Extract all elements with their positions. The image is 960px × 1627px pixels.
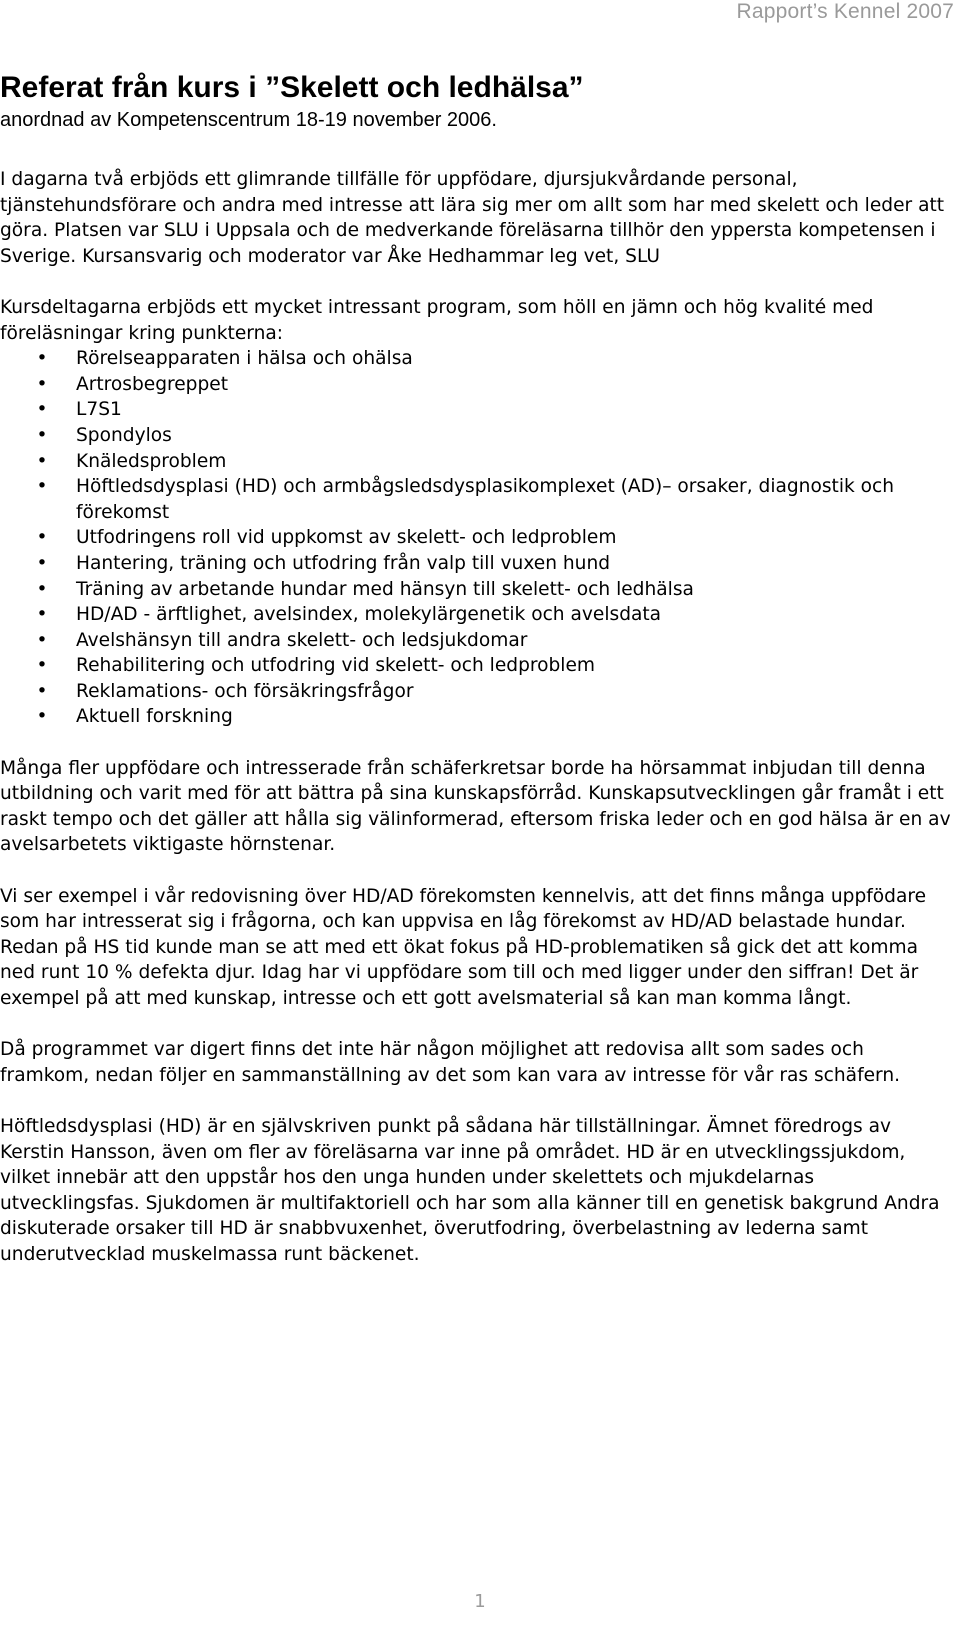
list-item <box>0 602 958 628</box>
list-item-text: Aktuell forskning <box>76 706 233 728</box>
list-item <box>0 525 958 551</box>
list-item <box>0 346 958 372</box>
list-item-text: Avelshänsyn till andra skelett- och ledsjukdomar <box>76 629 528 651</box>
program-intro-paragraph: Kursdeltagarna erbjöds ett mycket intressant program, som höll en jämn och hög kvalité med föreläsningar kring punkterna: <box>0 296 874 344</box>
bullet-icon: • <box>36 629 48 651</box>
bullet-icon: • <box>36 348 48 370</box>
list-item-text: Rehabilitering och utfodring vid skelett- och ledproblem <box>76 655 595 677</box>
list-item <box>0 628 958 654</box>
list-item-text: Artrosbegreppet <box>76 373 229 395</box>
list-item <box>0 679 958 705</box>
bullet-icon: • <box>36 476 48 498</box>
program-list <box>0 346 958 730</box>
bullet-icon: • <box>36 578 48 600</box>
list-item-text: Höftledsdysplasi (HD) och armbågsledsdysplasikomplexet (AD)– orsaker, diagnostik och förekomst <box>76 476 895 523</box>
bullet-icon: • <box>36 424 48 446</box>
list-item <box>0 372 958 398</box>
list-item <box>0 653 958 679</box>
document-body <box>0 167 958 1268</box>
list-item-text: HD/AD - ärftlighet, avelsindex, molekylärgenetik och avelsdata <box>76 604 662 626</box>
bullet-icon: • <box>36 373 48 395</box>
list-item-text: Spondylos <box>76 424 172 446</box>
bullet-icon: • <box>36 552 48 574</box>
bullet-icon: • <box>36 604 48 626</box>
list-item <box>0 704 958 730</box>
bullet-icon: • <box>36 450 48 472</box>
bullet-icon: • <box>36 655 48 677</box>
list-item-text: Rörelseapparaten i hälsa och ohälsa <box>76 348 413 370</box>
breeders-paragraph: Många fler uppfödare och intresserade från schäferkretsar borde ha hörsammat inbjudan till denna utbildning och varit med för att bättra på sina kunskapsförråd. Kunskapsutvecklingen går framåt i ett raskt tempo och det gäller att hålla sig välinformerad, eftersom friska leder och en god hälsa är en av avelsarbetets viktigaste hörnstenar. <box>0 757 951 856</box>
bullet-icon: • <box>36 706 48 728</box>
summary-paragraph: Då programmet var digert finns det inte här någon möjlighet att redovisa allt som sades och framkom, nedan följer en sammanställning av det som kan vara av intresse för vår ras schäfern. <box>0 1039 901 1086</box>
list-item-text: Träning av arbetande hundar med hänsyn till skelett- och ledhälsa <box>76 578 694 600</box>
document-subtitle: anordnad av Kompetenscentrum 18-19 november 2006. <box>0 109 497 131</box>
list-item <box>0 423 958 449</box>
list-item <box>0 474 958 525</box>
hd-paragraph: Höftledsdysplasi (HD) är en självskriven punkt på sådana här tillställningar. Ämnet föredrogs av Kerstin Hansson, även om fler av föreläsarna var inne på området. HD är en utvecklingssjukdom, vilket innebär att den uppstår hos den unga hunden under skelettets och mjukdelarnas utvecklingsfas. Sjukdomen är multifaktoriell och har som alla känner till en genetisk bakgrund Andra diskuterade orsaker till HD är snabbvuxenhet, överutfodring, överbelastning av lederna samt underutvecklad muskelmassa runt bäckenet. <box>0 1115 940 1265</box>
list-item <box>0 397 958 423</box>
intro-paragraph: I dagarna två erbjöds ett glimrande tillfälle för uppfödare, djursjukvårdande personal, tjänstehundsförare och andra med intresse att lära sig mer om allt som har med skelett och leder att göra. Platsen var SLU i Uppsala och de medverkande föreläsarna tillhör den yppersta kompetensen i Sverige. Kursansvarig och moderator var Åke Hedhammar leg vet, SLU <box>0 169 945 267</box>
running-header: Rapport’s Kennel 2007 <box>736 0 954 23</box>
document-title: Referat från kurs i ”Skelett och ledhälsa” <box>0 71 584 104</box>
bullet-icon: • <box>36 527 48 549</box>
list-item-text: Utfodringens roll vid uppkomst av skelett- och ledproblem <box>76 527 617 549</box>
list-item-text: Reklamations- och försäkringsfrågor <box>76 680 414 702</box>
list-item <box>0 551 958 577</box>
list-item-text: Hantering, träning och utfodring från valp till vuxen hund <box>76 552 611 574</box>
list-item <box>0 577 958 603</box>
list-item-text: Knäledsproblem <box>76 450 227 472</box>
list-item <box>0 449 958 475</box>
list-item-text: L7S1 <box>76 399 122 421</box>
bullet-icon: • <box>36 399 48 421</box>
examples-paragraph: Vi ser exempel i vår redovisning över HD/AD förekomsten kennelvis, att det finns många uppfödare som har intresserat sig i frågorna, och kan uppvisa en låg förekomst av HD/AD belastade hundar. Redan på HS tid kunde man se att med ett ökat fokus på HD-problematiken så gick det att komma ned runt 10 % defekta djur. Idag har vi uppfödare som till och med ligger under den siffran! Det är exempel på att med kunskap, intresse och ett gott avelsmaterial så kan man komma långt. <box>0 885 927 1009</box>
page-number: 1 <box>474 1591 486 1612</box>
bullet-icon: • <box>36 680 48 702</box>
